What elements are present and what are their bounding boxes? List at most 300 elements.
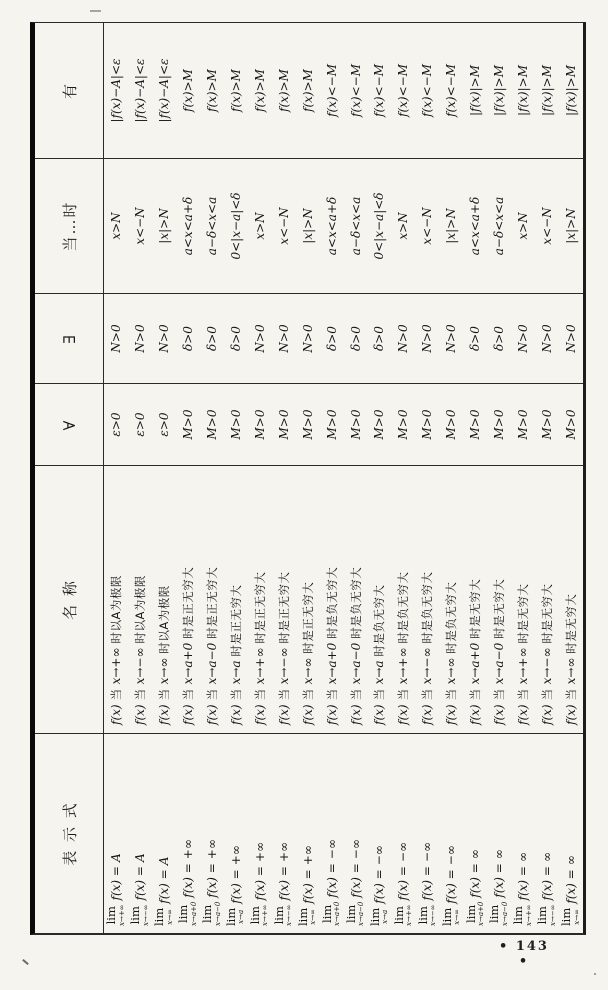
name-description: 时是负无穷大 (420, 571, 435, 644)
cell-name (367, 465, 391, 733)
cell-when-condition: a−δ<x<a (200, 158, 224, 293)
lim-operator: lim (247, 906, 262, 925)
cell-have-conclusion: f(x)<−M (372, 64, 387, 117)
approach-expression: x→−∞ (420, 647, 435, 685)
limit-notation (202, 902, 222, 926)
limit-subscript: x→a (237, 909, 246, 924)
cell-expression (439, 733, 463, 933)
lim-operator: lim (200, 904, 215, 923)
limit-subscript: x→∞ (165, 909, 174, 925)
cell-exists-condition: δ>0 (463, 293, 487, 383)
limit-notation (561, 908, 581, 926)
cell-have-conclusion: |f(x)|>M (516, 65, 531, 116)
cell-when-condition: 0<|x−a|<δ (367, 158, 391, 293)
table-row (535, 23, 559, 933)
limit-subscript: x→a−0 (500, 901, 509, 926)
cell-expression (320, 733, 344, 933)
lim-operator: lim (463, 904, 478, 923)
limit-subscript: x→+∞ (117, 904, 126, 926)
cell-name (559, 465, 583, 733)
limit-value: ∞ (516, 852, 531, 863)
limit-value: −∞ (324, 839, 339, 860)
limit-notation (130, 904, 150, 926)
lim-operator: lim (391, 906, 406, 925)
cell-forall-condition: ε>0 (152, 383, 176, 465)
cell-exists-condition: δ>0 (224, 293, 248, 383)
name-description: 时以A为极限 (132, 575, 147, 644)
function-symbol: f(x) (348, 704, 363, 725)
cell-forall-condition: M>0 (439, 383, 463, 465)
cell-have-conclusion: f(x)>M (180, 69, 195, 112)
cell-expression (391, 733, 415, 933)
cell-forall-condition: ε>0 (104, 383, 128, 465)
cell-have-conclusion: f(x)>M (204, 69, 219, 112)
cell-exists-condition: N>0 (152, 293, 176, 383)
limit-subscript: x→∞ (309, 909, 318, 925)
limit-notation (513, 904, 533, 926)
cell-when-condition: x>N (248, 158, 272, 293)
limit-value: +∞ (228, 845, 243, 866)
name-description: 时是正无穷大 (276, 571, 291, 644)
function-symbol: f(x) (372, 704, 387, 725)
cell-expression (152, 733, 176, 933)
cell-expression (463, 733, 487, 933)
cell-exists-condition: N>0 (248, 293, 272, 383)
cell-expression (296, 733, 320, 933)
function-equals: f(x) = (228, 869, 243, 904)
approach-expression: x→∞ (300, 657, 315, 685)
function-equals: f(x) = (252, 866, 267, 901)
limits-table-rotated-area (30, 25, 581, 935)
function-symbol: f(x) (228, 704, 243, 725)
function-equals: f(x) = (516, 866, 531, 901)
function-symbol: f(x) (420, 704, 435, 725)
approach-expression: x→a+0 (180, 642, 195, 685)
cell-forall-condition: M>0 (320, 383, 344, 465)
cell-name (104, 465, 128, 733)
cell-expression (272, 733, 296, 933)
table-row (248, 23, 272, 933)
cell-have-conclusion: |f(x)−A|<ε (156, 58, 171, 123)
when-character: 当 (420, 688, 435, 701)
function-equals: f(x) = (180, 863, 195, 898)
limit-subscript: x→+∞ (261, 904, 270, 926)
function-symbol: f(x) (132, 704, 147, 725)
limit-subscript: x→a (381, 909, 390, 924)
when-character: 当 (252, 688, 267, 701)
function-symbol: f(x) (180, 704, 195, 725)
lim-operator: lim (271, 906, 286, 925)
limit-notation (439, 907, 462, 926)
name-description: 时是无穷大 (516, 583, 531, 644)
limit-value: ∞ (468, 849, 483, 860)
approach-expression: x→∞ (444, 657, 459, 685)
function-equals: f(x) = (492, 863, 507, 898)
limit-subscript: x→∞ (572, 909, 581, 925)
cell-name (320, 465, 344, 733)
cell-name (535, 465, 559, 733)
limit-subscript: x→a+0 (333, 901, 342, 926)
table-row (487, 23, 511, 933)
cell-forall-condition: M>0 (535, 383, 559, 465)
cell-when-condition: |x|>N (152, 158, 176, 293)
cell-expression (367, 733, 391, 933)
function-equals: f(x) = (204, 863, 219, 898)
approach-expression: x→−∞ (276, 647, 291, 685)
when-character: 当 (372, 688, 387, 701)
limit-value: ∞ (492, 849, 507, 860)
cell-when-condition: |x|>N (559, 158, 583, 293)
cell-name (415, 465, 439, 733)
approach-expression: x→a−0 (492, 642, 507, 685)
when-character: 当 (564, 688, 579, 701)
column-header-exists: ∃ (35, 293, 103, 383)
cell-name (176, 465, 200, 733)
limit-notation (178, 902, 198, 926)
function-symbol: f(x) (468, 704, 483, 725)
cell-when-condition: a<x<a+δ (463, 158, 487, 293)
column-header-when: 当…时 (35, 158, 103, 293)
cell-when-condition: |x|>N (296, 158, 320, 293)
cell-have-conclusion: f(x)<−M (348, 64, 363, 117)
limit-value: ∞ (564, 855, 579, 866)
cell-name (248, 465, 272, 733)
when-character: 当 (276, 688, 291, 701)
cell-forall-condition: M>0 (391, 383, 415, 465)
approach-expression: x→+∞ (396, 647, 411, 685)
function-symbol: f(x) (276, 704, 291, 725)
function-symbol: f(x) (324, 704, 339, 725)
function-symbol: f(x) (516, 704, 531, 725)
cell-name (224, 465, 248, 733)
cell-when-condition: 0<|x−a|<δ (224, 158, 248, 293)
cell-have-conclusion: f(x)>M (252, 69, 267, 112)
approach-expression: x→∞ (564, 657, 579, 685)
when-character: 当 (540, 688, 555, 701)
function-equals: f(x) = (348, 863, 363, 898)
cell-name (344, 465, 368, 733)
lim-operator: lim (176, 904, 191, 923)
cell-have-conclusion: |f(x)|>M (492, 65, 507, 116)
lim-operator: lim (535, 906, 550, 925)
cell-forall-condition: M>0 (511, 383, 535, 465)
table-row (511, 23, 535, 933)
limit-notation (463, 901, 486, 926)
when-character: 当 (516, 688, 531, 701)
name-description: 时是负无穷大 (324, 566, 339, 639)
cell-expression (224, 733, 248, 933)
cell-expression (511, 733, 535, 933)
function-symbol: f(x) (204, 704, 219, 725)
limit-notation (415, 904, 438, 926)
name-description: 时是正无穷大 (204, 566, 219, 639)
approach-expression: x→a−0 (348, 642, 363, 685)
limit-notation (391, 904, 414, 926)
cell-name (511, 465, 535, 733)
limit-subscript: x→−∞ (429, 904, 438, 926)
lim-operator: lim (343, 904, 358, 923)
table-row (152, 23, 176, 933)
cell-have-conclusion: |f(x)|>M (468, 65, 483, 116)
function-equals: f(x) = (468, 863, 483, 898)
table-row (391, 23, 415, 933)
cell-forall-condition: M>0 (367, 383, 391, 465)
function-symbol: f(x) (156, 704, 171, 725)
cell-have-conclusion: |f(x)|>M (564, 65, 579, 116)
lim-operator: lim (367, 907, 382, 926)
name-description: 时以A为极限 (108, 575, 123, 644)
table-row (296, 23, 320, 933)
limit-value: +∞ (180, 839, 195, 860)
cell-name (296, 465, 320, 733)
when-character: 当 (324, 688, 339, 701)
lim-operator: lim (104, 906, 119, 925)
lim-operator: lim (223, 907, 238, 926)
name-description: 时是无穷大 (468, 578, 483, 639)
name-description: 时是无穷大 (540, 583, 555, 644)
cell-name (200, 465, 224, 733)
cell-expression (128, 733, 152, 933)
limit-value: −∞ (348, 839, 363, 860)
table-row (463, 23, 487, 933)
scan-artifact-mark (90, 10, 101, 12)
when-character: 当 (492, 688, 507, 701)
cell-exists-condition: N>0 (511, 293, 535, 383)
limit-notation (489, 902, 509, 926)
limit-subscript: x→−∞ (548, 904, 557, 926)
limit-notation (343, 901, 366, 926)
table-row (272, 23, 296, 933)
cell-expression (535, 733, 559, 933)
limit-notation (295, 907, 318, 926)
lim-operator: lim (415, 906, 430, 925)
cell-expression (415, 733, 439, 933)
limit-value: A (108, 853, 123, 863)
cell-forall-condition: M>0 (176, 383, 200, 465)
column-header-name: 名 称 (35, 465, 103, 733)
limit-notation (367, 907, 390, 926)
limit-value: −∞ (396, 841, 411, 863)
function-symbol: f(x) (108, 704, 123, 725)
function-equals: f(x) = (444, 869, 459, 904)
approach-expression: x→a (372, 660, 387, 685)
table-row (224, 23, 248, 933)
limit-value: A (156, 856, 171, 866)
function-symbol: f(x) (444, 704, 459, 725)
approach-expression: x→a+0 (468, 642, 483, 685)
name-description: 时是正无穷大 (252, 571, 267, 644)
cell-expression (487, 733, 511, 933)
function-equals: f(x) = (276, 866, 291, 901)
when-character: 当 (180, 688, 195, 701)
lim-operator: lim (152, 907, 167, 926)
approach-expression: x→a+0 (324, 642, 339, 685)
limit-value: ∞ (540, 852, 555, 863)
limit-notation (319, 901, 342, 926)
cell-have-conclusion: f(x)<−M (420, 64, 435, 117)
limit-subscript: x→+∞ (405, 904, 414, 926)
cell-exists-condition: N>0 (104, 293, 128, 383)
cell-expression (200, 733, 224, 933)
function-equals: f(x) = (300, 869, 315, 904)
approach-expression: x→+∞ (108, 647, 123, 685)
when-character: 当 (156, 688, 171, 701)
when-character: 当 (348, 688, 363, 701)
limit-subscript: x→a+0 (189, 901, 198, 926)
cell-expression (104, 733, 128, 933)
limit-subscript: x→+∞ (524, 904, 533, 926)
when-character: 当 (468, 688, 483, 701)
cell-exists-condition: N>0 (439, 293, 463, 383)
function-equals: f(x) = (372, 869, 387, 904)
cell-have-conclusion: f(x)>M (300, 69, 315, 112)
cell-name (463, 465, 487, 733)
name-description: 时是负无穷大 (396, 571, 411, 644)
function-equals: f(x) = (108, 866, 123, 901)
when-character: 当 (204, 688, 219, 701)
cell-name (128, 465, 152, 733)
cell-expression (248, 733, 272, 933)
limit-value: −∞ (420, 841, 435, 863)
table-row (344, 23, 368, 933)
limit-notation (223, 907, 246, 926)
scan-artifact-mark (22, 959, 29, 965)
cell-expression (176, 733, 200, 933)
cell-name (272, 465, 296, 733)
limit-notation (271, 904, 294, 926)
cell-forall-condition: M>0 (224, 383, 248, 465)
table-row (367, 23, 391, 933)
cell-exists-condition: N>0 (272, 293, 296, 383)
function-symbol: f(x) (564, 704, 579, 725)
cell-when-condition: a<x<a+δ (176, 158, 200, 293)
table-row (200, 23, 224, 933)
cell-have-conclusion: f(x)>M (276, 69, 291, 112)
cell-have-conclusion: f(x)<−M (444, 64, 459, 117)
cell-when-condition: a−δ<x<a (487, 158, 511, 293)
name-description: 时是正无穷大 (228, 584, 243, 657)
limit-value: A (132, 853, 147, 863)
table-row (104, 23, 128, 933)
cell-have-conclusion: f(x)>M (228, 69, 243, 112)
column-header-have: 有 (60, 82, 79, 100)
limit-value: +∞ (252, 841, 267, 863)
cell-exists-condition: N>0 (391, 293, 415, 383)
cell-forall-condition: M>0 (463, 383, 487, 465)
cell-have-conclusion: |f(x)−A|<ε (132, 58, 147, 123)
when-character: 当 (300, 688, 315, 701)
function-symbol: f(x) (252, 704, 267, 725)
cell-have-conclusion: |f(x)−A|<ε (108, 58, 123, 123)
approach-expression: x→∞ (156, 657, 171, 685)
column-header-forall: ∀ (35, 383, 103, 465)
when-character: 当 (132, 688, 147, 701)
name-description: 时是无穷大 (492, 578, 507, 639)
function-equals: f(x) = (132, 866, 147, 901)
when-character: 当 (444, 688, 459, 701)
lim-operator: lim (487, 904, 502, 923)
name-description: 时是负无穷大 (444, 581, 459, 654)
cell-when-condition: x>N (104, 158, 128, 293)
limit-subscript: x→−∞ (141, 904, 150, 926)
cell-forall-condition: M>0 (200, 383, 224, 465)
approach-expression: x→+∞ (252, 647, 267, 685)
table-row (415, 23, 439, 933)
cell-exists-condition: δ>0 (367, 293, 391, 383)
function-equals: f(x) = (324, 863, 339, 898)
cell-expression (344, 733, 368, 933)
cell-when-condition: |x|>N (439, 158, 463, 293)
limit-subscript: x→−∞ (285, 904, 294, 926)
cell-name (487, 465, 511, 733)
table-row (439, 23, 463, 933)
function-equals: f(x) = (156, 869, 171, 904)
limit-notation (247, 904, 270, 926)
lim-operator: lim (128, 906, 143, 925)
name-description: 时是负无穷大 (372, 584, 387, 657)
function-symbol: f(x) (492, 704, 507, 725)
cell-exists-condition: N>0 (535, 293, 559, 383)
cell-exists-condition: δ>0 (200, 293, 224, 383)
table-row (559, 23, 583, 933)
approach-expression: x→−∞ (132, 647, 147, 685)
limit-value: +∞ (204, 839, 219, 860)
page-number: • 143 • (499, 939, 549, 969)
limit-value: −∞ (444, 845, 459, 866)
function-equals: f(x) = (396, 866, 411, 901)
cell-forall-condition: M>0 (248, 383, 272, 465)
cell-name (391, 465, 415, 733)
limit-subscript: x→a−0 (213, 901, 222, 926)
lim-operator: lim (511, 906, 526, 925)
table-body (104, 23, 583, 933)
function-equals: f(x) = (564, 869, 579, 904)
cell-forall-condition: M>0 (296, 383, 320, 465)
cell-when-condition: x<−N (128, 158, 152, 293)
name-description: 时是正无穷大 (300, 581, 315, 654)
function-symbol: f(x) (300, 704, 315, 725)
cell-exists-condition: δ>0 (320, 293, 344, 383)
cell-forall-condition: M>0 (272, 383, 296, 465)
limit-subscript: x→∞ (453, 909, 462, 925)
cell-when-condition: x>N (511, 158, 535, 293)
cell-have-conclusion: f(x)<−M (396, 64, 411, 117)
cell-forall-condition: M>0 (344, 383, 368, 465)
limit-subscript: x→a+0 (477, 901, 486, 926)
cell-forall-condition: M>0 (487, 383, 511, 465)
name-description: 时是无穷大 (564, 593, 579, 654)
cell-expression (559, 733, 583, 933)
approach-expression: x→a (228, 660, 243, 685)
when-character: 当 (108, 688, 123, 701)
when-character: 当 (228, 688, 243, 701)
approach-expression: x→+∞ (516, 647, 531, 685)
cell-when-condition: a−δ<x<a (344, 158, 368, 293)
scan-artifact-mark (594, 973, 596, 975)
limit-subscript: x→a−0 (357, 901, 366, 926)
cell-forall-condition: M>0 (559, 383, 583, 465)
limit-notation (106, 904, 126, 926)
function-symbol: f(x) (540, 704, 555, 725)
limit-notation (154, 908, 174, 926)
limit-value: +∞ (276, 841, 291, 863)
cell-name (439, 465, 463, 733)
name-description: 时以A为极限 (156, 585, 171, 654)
name-description: 时是负无穷大 (348, 566, 363, 639)
limit-value: −∞ (372, 845, 387, 866)
approach-expression: x→−∞ (540, 647, 555, 685)
cell-when-condition: x<−N (272, 158, 296, 293)
